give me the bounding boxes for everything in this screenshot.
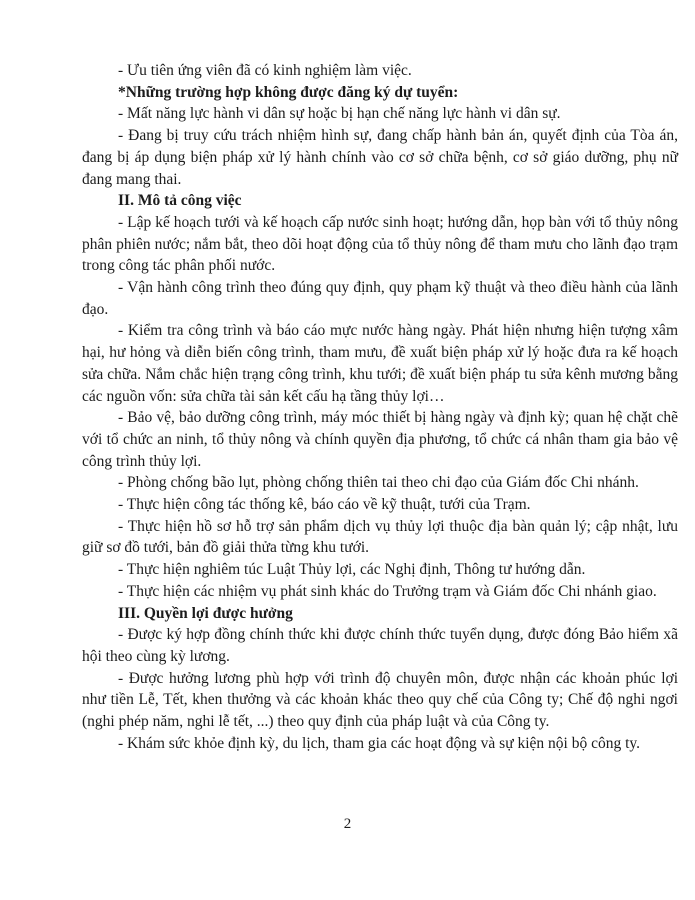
paragraph: - Thực hiện các nhiệm vụ phát sinh khác do Trưởng trạm và Giám đốc Chi nhánh giao. (118, 582, 657, 600)
document-body (82, 60, 678, 755)
section-heading: III. Quyền lợi được hưởng (118, 604, 293, 622)
paragraph: - Được hưởng lương phù hợp với trình độ chuyên môn, được nhận các khoản phúc lợi như tiền Lễ, Tết, khen thưởng và các khoản khác theo quy chế của Công ty; Chế độ nghi ngơi (nghi phép năm, nghi lễ tết, ...) theo quy định của pháp luật và của Công ty. (82, 669, 678, 731)
paragraph: - Ưu tiên ứng viên đã có kinh nghiệm làm việc. (118, 62, 412, 79)
paragraph: - Được ký hợp đồng chính thức khi được chính thức tuyển dụng, được đóng Bảo hiểm xã hội theo cùng kỳ lương. (82, 626, 678, 665)
paragraph: - Đang bị truy cứu trách nhiệm hình sự, đang chấp hành bản án, quyết định của Tòa án, đang bị áp dụng biện pháp xử lý hành chính vào cơ sở chữa bệnh, cơ sở giáo dưỡng, phụ nữ đang mang thai. (82, 127, 678, 188)
section-heading: II. Mô tả công việc (118, 192, 242, 210)
paragraph: - Thực hiện nghiêm túc Luật Thủy lợi, các Nghị định, Thông tư hướng dẫn. (118, 561, 586, 579)
bold-note: *Những trường hợp không được đăng ký dự tuyển: (118, 83, 459, 101)
page-number: 2 (343, 816, 352, 832)
paragraph: - Lập kế hoạch tưới và kế hoạch cấp nước sinh hoạt; hướng dẫn, họp bàn với tổ thủy nông phân phiên nước; nắm bắt, theo dõi hoạt động của tổ thủy nông để tham mưu cho lãnh đạo trạm trong công tác phân phối nước. (82, 213, 678, 275)
paragraph: - Kiểm tra công trình và báo cáo mực nước hàng ngày. Phát hiện nhưng hiện tượng xâm hại, hư hỏng và diễn biến công trình, tham mưu, đề xuất biện pháp xử lý hoặc đưa ra kế hoạch sửa chữa. Nắm chắc hiện trạng công trình, khu tưới; đề xuất biện pháp tu sửa kênh mương bằng các nguồn vốn: sửa chữa tài sản kết cấu hạ tầng thủy lợi… (82, 322, 678, 405)
paragraph: - Vận hành công trình theo đúng quy định, quy phạm kỹ thuật và theo điều hành của lãnh đạo. (82, 279, 678, 318)
paragraph: - Khám sức khỏe định kỳ, du lịch, tham gia các hoạt động và sự kiện nội bộ công ty. (118, 734, 641, 752)
paragraph: - Bảo vệ, bảo dưỡng công trình, máy móc thiết bị hàng ngày và định kỳ; quan hệ chặt chẽ với tổ chức an ninh, tổ thủy nông và chính quyền địa phương, tổ chức cá nhân tham gia bảo vệ công trình thủy lợi. (82, 409, 678, 470)
paragraph: - Thực hiện hồ sơ hỗ trợ sản phẩm dịch vụ thủy lợi thuộc địa bàn quản lý; cập nhật, lưu giữ sơ đồ tưới, bản đồ giải thửa từng khu tưới. (82, 517, 678, 557)
paragraph: - Phòng chống bão lụt, phòng chống thiên tai theo chi đạo của Giám đốc Chi nhánh. (118, 474, 639, 492)
paragraph: - Mất năng lực hành vi dân sự hoặc bị hạn chế năng lực hành vi dân sự. (118, 105, 561, 123)
paragraph: - Thực hiện công tác thống kê, báo cáo về kỹ thuật, tưới của Trạm. (118, 496, 531, 514)
